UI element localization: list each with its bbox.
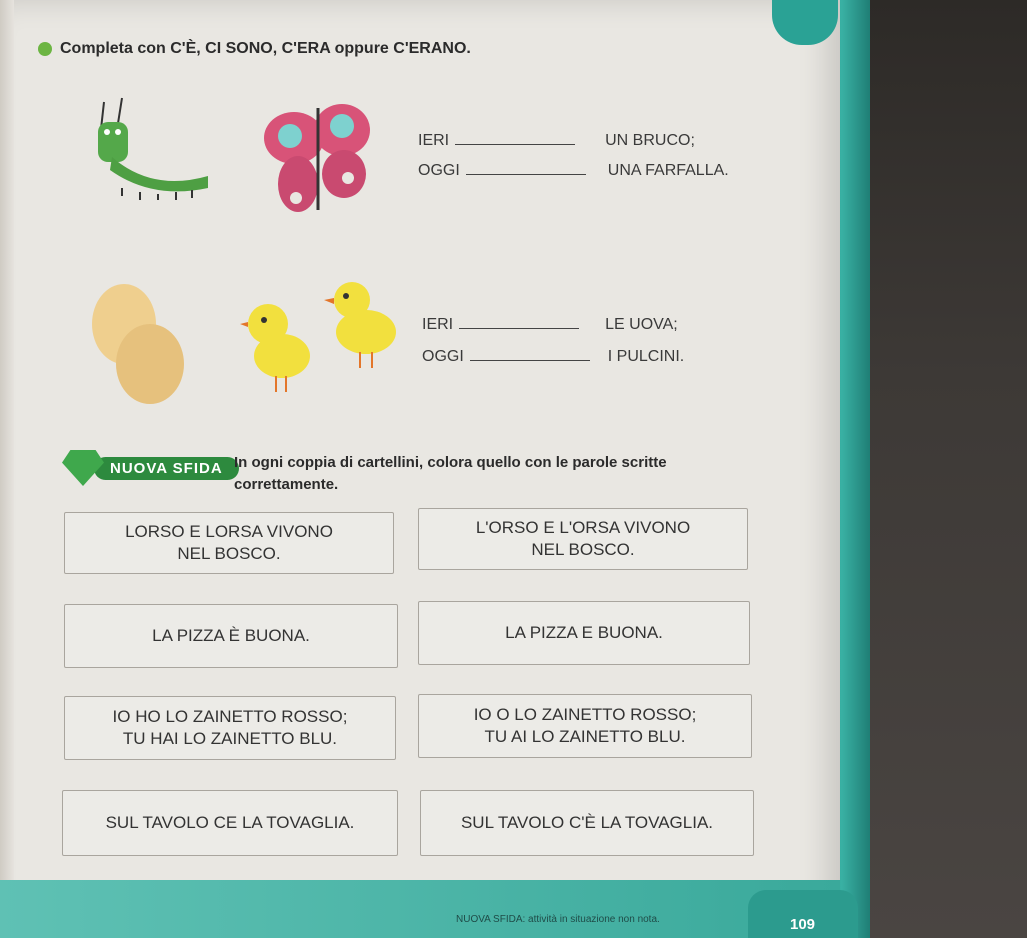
card-2-right[interactable]: LA PIZZA E BUONA. (418, 601, 750, 665)
card-1-right[interactable]: L'ORSO E L'ORSA VIVONO NEL BOSCO. (418, 508, 748, 570)
exercise-bullet-icon (38, 42, 52, 56)
footer-note: NUOVA SFIDA: attività in situazione non nota. (456, 914, 660, 925)
row-prefix: IERI (418, 132, 450, 149)
eggs-illustration (86, 282, 190, 406)
card-3-right[interactable]: IO O LO ZAINETTO ROSSO; TU AI LO ZAINETTO BLU. (418, 694, 752, 758)
exercise-instruction (38, 40, 471, 58)
row-suffix: I PULCINI. (607, 348, 685, 365)
background-desk (860, 0, 1027, 938)
card-4-left[interactable]: SUL TAVOLO CE LA TOVAGLIA. (62, 790, 398, 856)
card-1-left[interactable]: LORSO E LORSA VIVONO NEL BOSCO. (64, 512, 394, 574)
answer-blank[interactable] (455, 144, 575, 145)
blank-row-1 (418, 132, 695, 150)
blank-row-2 (418, 162, 729, 180)
butterfly-illustration (262, 100, 372, 218)
blank-row-3 (422, 316, 678, 334)
row-prefix: IERI (422, 316, 454, 333)
caterpillar-illustration (92, 92, 214, 202)
footer-band (0, 880, 840, 938)
challenge-instruction: In ogni coppia di cartellini, colora quello con le parole scritte correttamente. (234, 454, 667, 493)
row-suffix: UNA FARFALLA. (607, 162, 729, 179)
answer-blank[interactable] (459, 328, 579, 329)
instruction-text: Completa con C'È, CI SONO, C'ERA oppure C'ERANO. (60, 40, 471, 57)
challenge-badge-label: NUOVA SFIDA (94, 457, 239, 480)
card-2-left[interactable]: LA PIZZA È BUONA. (64, 604, 398, 668)
row-suffix: LE UOVA; (605, 316, 678, 333)
card-3-left[interactable]: IO HO LO ZAINETTO ROSSO; TU HAI LO ZAINETTO BLU. (64, 696, 396, 760)
chicks-illustration (240, 280, 410, 398)
page-number: 109 (790, 916, 816, 933)
row-prefix: OGGI (418, 162, 460, 179)
card-4-right[interactable]: SUL TAVOLO C'È LA TOVAGLIA. (420, 790, 754, 856)
answer-blank[interactable] (466, 174, 586, 175)
challenge-badge (62, 450, 239, 486)
blank-row-4 (422, 348, 684, 366)
gem-icon (62, 450, 104, 486)
page-fold (0, 0, 14, 938)
corner-tab (772, 0, 838, 45)
row-suffix: UN BRUCO; (605, 132, 695, 149)
row-prefix: OGGI (422, 348, 464, 365)
answer-blank[interactable] (470, 360, 590, 361)
